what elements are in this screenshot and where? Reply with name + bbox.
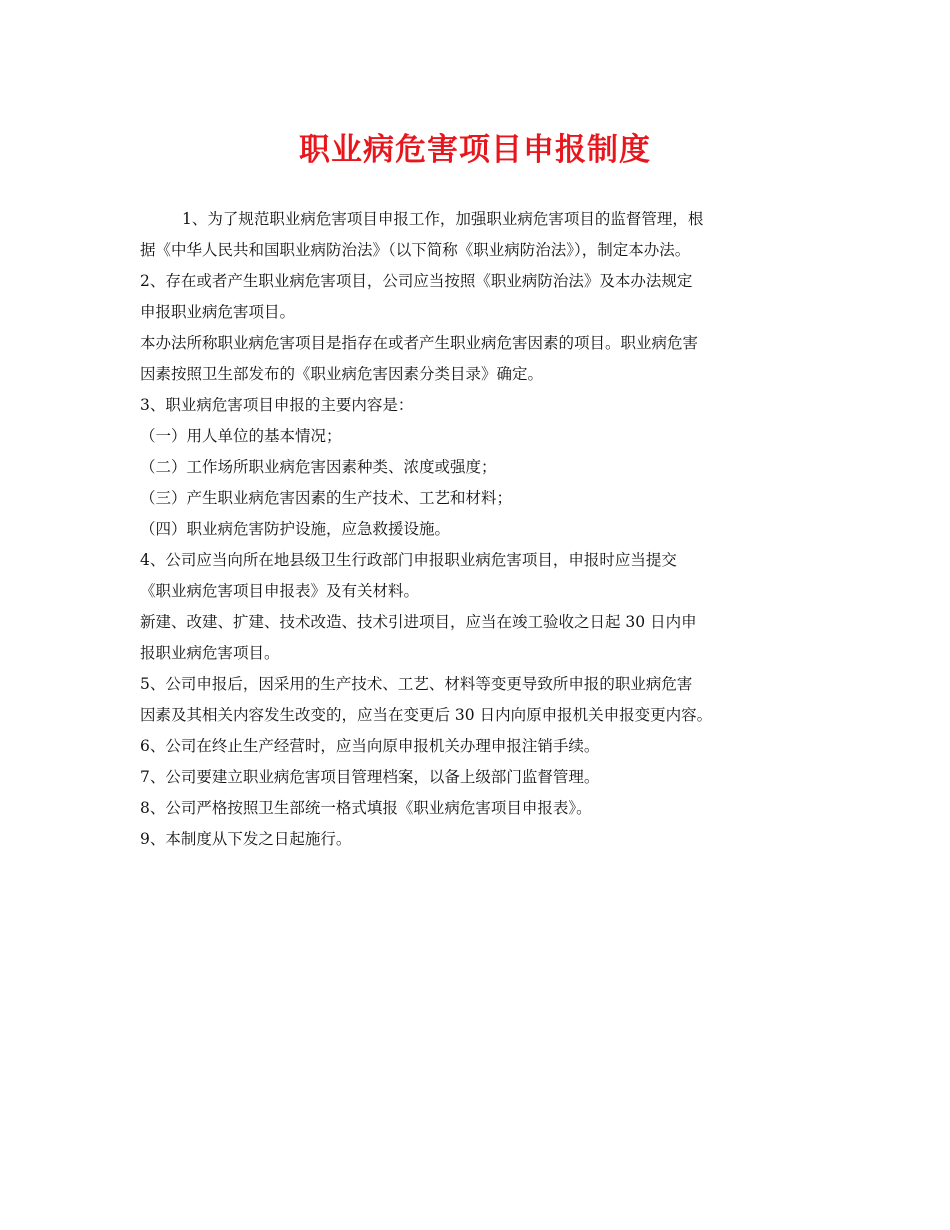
paragraph-line-4: 申报职业病危害项目。 — [140, 303, 296, 321]
paragraph-line-2: 据《中华人民共和国职业病防治法》（以下简称《职业病防治法》），制定本办法。 — [140, 241, 691, 259]
paragraph-line-15: 7、公司要建立职业病危害项目管理档案，以备上级部门监督管理。 — [140, 768, 600, 786]
paragraph-line-7: 3、职业病危害项目申报的主要内容是： — [140, 396, 414, 414]
list-item-1: （一）用人单位的基本情况； — [140, 427, 342, 445]
paragraph-line-5: 本办法所称职业病危害项目是指存在或者产生职业病危害因素的项目。职业病危害 — [140, 334, 699, 352]
paragraph-line-8: 4、公司应当向所在地县级卫生行政部门申报职业病危害项目，申报时应当提交 — [140, 551, 677, 569]
list-item-3: （三）产生职业病危害因素的生产技术、工艺和材料； — [140, 489, 513, 507]
paragraph-line-13: 因素及其相关内容发生改变的，应当在变更后 30 日内向原申报机关申报变更内容。 — [140, 706, 713, 724]
document-title: 职业病危害项目申报制度 — [299, 132, 651, 168]
list-item-4: （四）职业病危害防护设施，应急救援设施。 — [140, 520, 451, 538]
paragraph-line-16: 8、公司严格按照卫生部统一格式填报《职业病危害项目申报表》。 — [140, 799, 592, 817]
paragraph-line-3: 2、存在或者产生职业病危害项目，公司应当按照《职业病防治法》及本办法规定 — [140, 272, 693, 290]
paragraph-line-1: 1、为了规范职业病危害项目申报工作，加强职业病危害项目的监督管理，根 — [182, 210, 704, 228]
document-body — [140, 204, 830, 855]
paragraph-line-11: 报职业病危害项目。 — [140, 644, 280, 662]
paragraph-line-6: 因素按照卫生部发布的《职业病危害因素分类目录》确定。 — [140, 365, 544, 383]
paragraph-line-12: 5、公司申报后，因采用的生产技术、工艺、材料等变更导致所申报的职业病危害 — [140, 675, 693, 693]
list-item-2: （二）工作场所职业病危害因素种类、浓度或强度； — [140, 458, 497, 476]
paragraph-line-9: 《职业病危害项目申报表》及有关材料。 — [140, 582, 420, 600]
paragraph-line-14: 6、公司在终止生产经营时，应当向原申报机关办理申报注销手续。 — [140, 737, 600, 755]
paragraph-line-17: 9、本制度从下发之日起施行。 — [140, 830, 352, 848]
paragraph-line-10: 新建、改建、扩建、技术改造、技术引进项目，应当在竣工验收之日起 30 日内申 — [140, 613, 697, 631]
